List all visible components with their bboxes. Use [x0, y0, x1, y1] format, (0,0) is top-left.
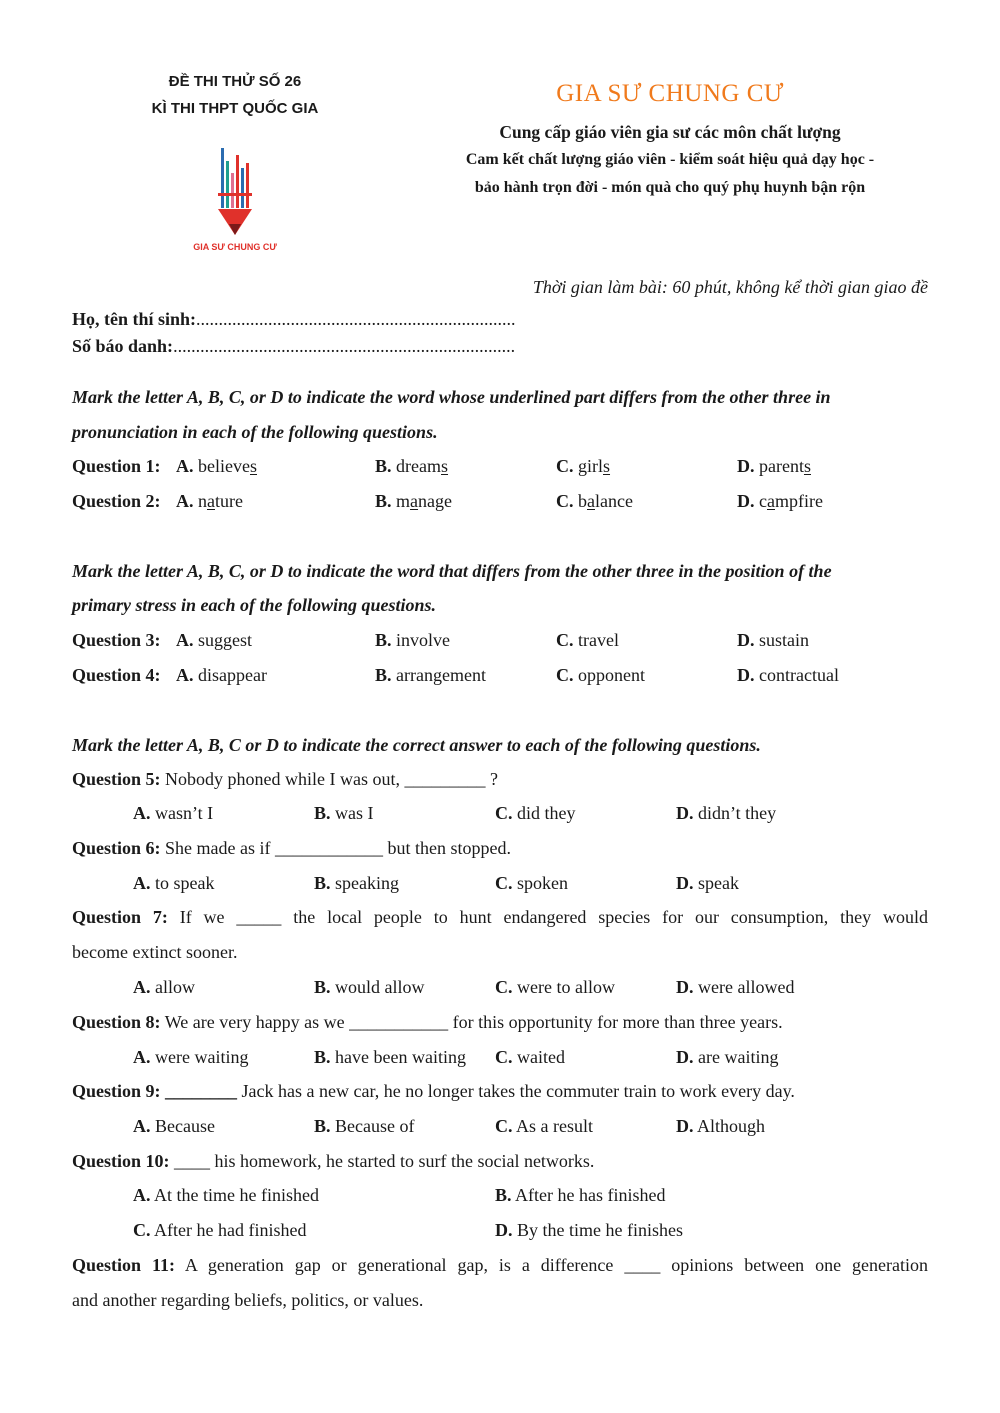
option-a: A. to speak	[133, 873, 215, 893]
option-b: B. Because of	[314, 1116, 415, 1136]
option-a: A. were waiting	[133, 1047, 249, 1067]
option-a: A. suggest	[176, 630, 252, 650]
option-a: A. disappear	[176, 665, 267, 685]
question-6-options	[0, 873, 1000, 899]
question-10-options-row-2	[0, 1220, 1000, 1246]
option-d: D. Although	[676, 1116, 766, 1136]
logo-caption: GIA SƯ CHUNG CƯ	[193, 242, 277, 252]
exam-number: ĐỀ THI THỬ SỐ 26	[168, 73, 302, 90]
option-b: B. speaking	[314, 873, 399, 893]
option-a: A. allow	[133, 977, 195, 997]
question-9-options	[0, 1116, 1000, 1142]
commitment-line-2: bảo hành trọn đời - món quà cho quý phụ huynh bận rộn	[474, 179, 866, 196]
option-d: D. speak	[676, 873, 739, 893]
question-label: Question 2:	[72, 491, 161, 511]
question-7-stem: Question 7: If we _____ the local people to hunt endangered species for our consumption, they would	[72, 907, 928, 927]
option-c: C. balance	[556, 491, 633, 511]
section-3-instruction: Mark the letter A, B, C or D to indicate the correct answer to each of the following questions.	[72, 735, 761, 755]
option-d: D. sustain	[737, 630, 810, 650]
question-3	[0, 630, 1000, 656]
option-c: C. girls	[556, 456, 611, 476]
option-d: D. were allowed	[676, 977, 795, 997]
question-5-stem: Question 5: Nobody phoned while I was out, _________ ?	[72, 769, 498, 789]
question-label: Question 4:	[72, 665, 161, 685]
option-c: C. After he had finished	[133, 1220, 307, 1240]
question-4	[0, 665, 1000, 691]
question-9-stem: Question 9: ________ Jack has a new car, he no longer takes the commuter train to work every day.	[72, 1081, 795, 1101]
question-10-stem: Question 10: ____ his homework, he started to surf the social networks.	[72, 1151, 595, 1171]
option-a: A. Because	[133, 1116, 215, 1136]
section-1-instruction-line-1: Mark the letter A, B, C, or D to indicate the word whose underlined part differs from the other three in	[72, 387, 831, 407]
option-c: C. As a result	[495, 1116, 593, 1136]
question-label: Question 3:	[72, 630, 161, 650]
question-8-options	[0, 1047, 1000, 1073]
commitment-line-1: Cam kết chất lượng giáo viên - kiểm soát hiệu quả dạy học -	[465, 151, 875, 168]
question-7-options	[0, 977, 1000, 1003]
option-b: B. arrangement	[375, 665, 486, 685]
candidate-id-dots: ............................................................................	[173, 336, 516, 356]
option-c: C. were to allow	[495, 977, 615, 997]
exam-name: KÌ THI THPT QUỐC GIA	[151, 100, 319, 117]
question-11-stem-cont: and another regarding beliefs, politics, or values.	[72, 1290, 424, 1310]
candidate-id-label: Số báo danh:	[72, 336, 174, 356]
option-d: D. contractual	[737, 665, 839, 685]
option-c: C. opponent	[556, 665, 645, 685]
option-c: C. travel	[556, 630, 619, 650]
option-b: B. manage	[375, 491, 453, 511]
candidate-name-dots: .......................................................................	[196, 309, 516, 329]
question-10-options-row-1	[0, 1185, 1000, 1211]
exam-duration: Thời gian làm bài: 60 phút, không kể thời gian giao đề	[532, 277, 928, 297]
option-b: B. After he has finished	[495, 1185, 666, 1205]
option-b: B. dreams	[375, 456, 449, 476]
option-d: D. By the time he finishes	[495, 1220, 683, 1240]
candidate-id-field	[72, 336, 515, 357]
candidate-name-field	[72, 309, 516, 330]
question-5-options	[0, 803, 1000, 829]
option-d: D. parents	[737, 456, 811, 476]
option-a: A. At the time he finished	[133, 1185, 319, 1205]
pencil-logo-icon	[210, 143, 260, 243]
option-a: A. believes	[176, 456, 257, 476]
option-d: D. campfire	[737, 491, 823, 511]
option-b: B. involve	[375, 630, 451, 650]
section-1-instruction-line-2: pronunciation in each of the following questions.	[72, 422, 438, 442]
option-c: C. did they	[495, 803, 576, 823]
option-c: C. waited	[495, 1047, 565, 1067]
question-1	[0, 456, 1000, 482]
question-6-stem: Question 6: She made as if ____________ but then stopped.	[72, 838, 511, 858]
question-label: Question 1:	[72, 456, 161, 476]
option-c: C. spoken	[495, 873, 568, 893]
section-2-instruction-line-2: primary stress in each of the following questions.	[72, 595, 437, 615]
question-7-stem-cont: become extinct sooner.	[72, 942, 238, 962]
tagline: Cung cấp giáo viên gia sư các môn chất lượng	[499, 122, 841, 142]
question-11-stem: Question 11: A generation gap or generational gap, is a difference ____ opinions between one generation	[72, 1255, 929, 1275]
option-b: B. was I	[314, 803, 374, 823]
question-2	[0, 491, 1000, 517]
section-2-instruction-line-1: Mark the letter A, B, C, or D to indicate the word that differs from the other three in the position of the	[72, 561, 832, 581]
question-8-stem: Question 8: We are very happy as we ___________ for this opportunity for more than three years.	[72, 1012, 783, 1032]
option-a: A. wasn’t I	[133, 803, 214, 823]
option-b: B. would allow	[314, 977, 425, 997]
option-a: A. nature	[176, 491, 243, 511]
brand-name: GIA SƯ CHUNG CƯ	[556, 80, 784, 107]
option-d: D. didn’t they	[676, 803, 777, 823]
option-d: D. are waiting	[676, 1047, 779, 1067]
candidate-name-label: Họ, tên thí sinh:	[72, 309, 197, 329]
option-b: B. have been waiting	[314, 1047, 466, 1067]
